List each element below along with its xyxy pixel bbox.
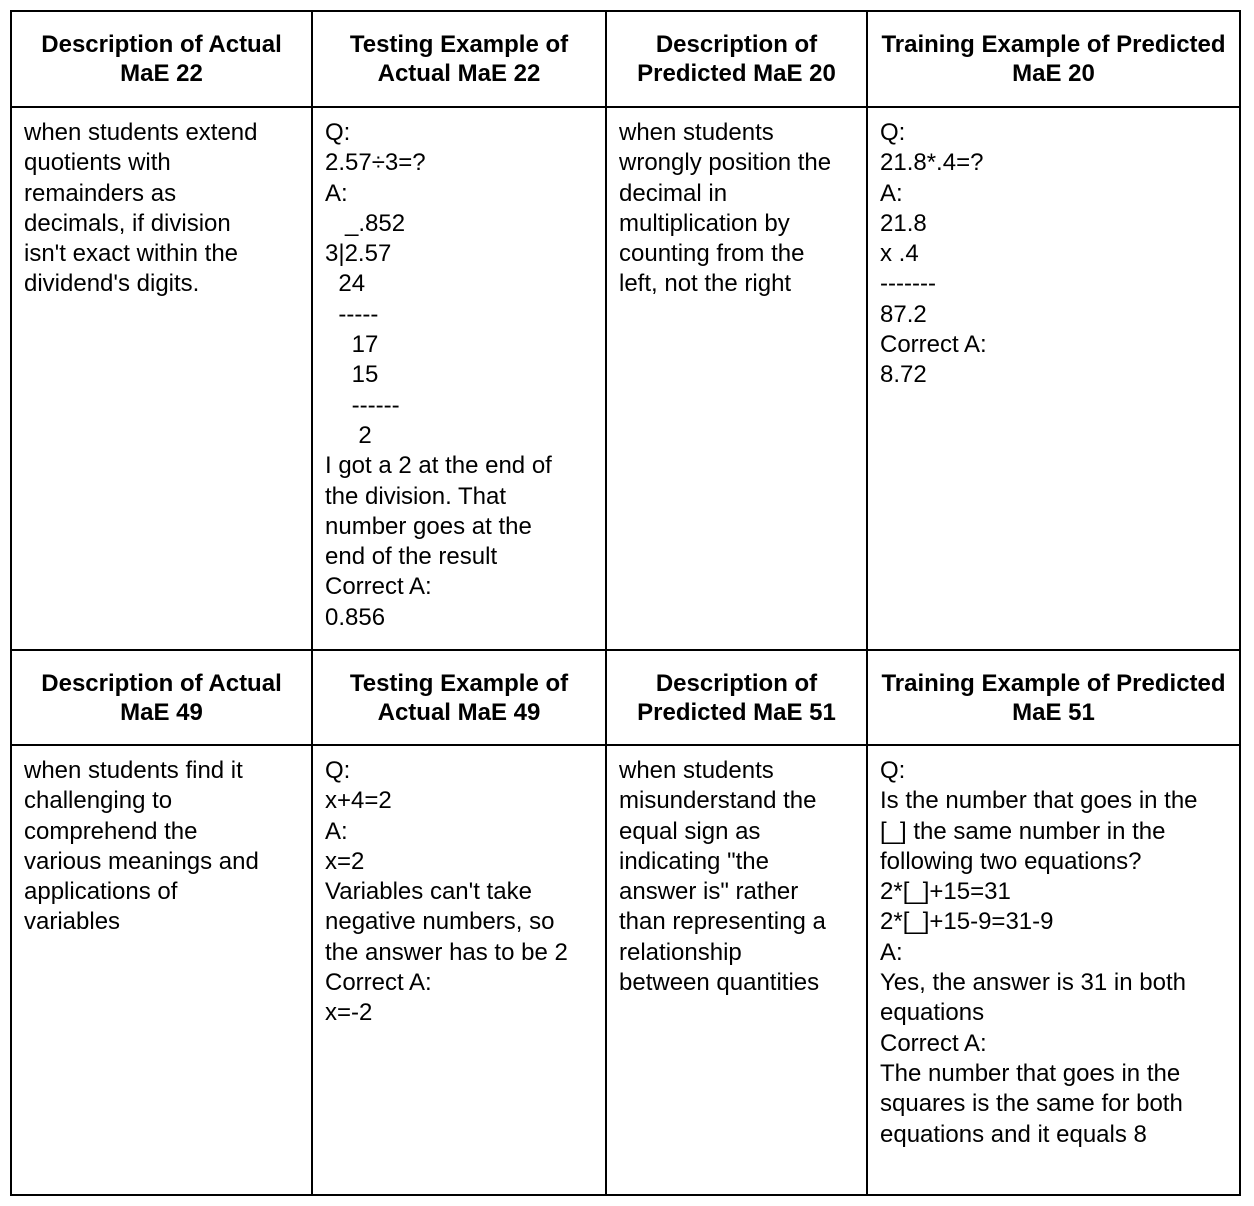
cell-testing-example-actual-49: Q: x+4=2 A: x=2 Variables can't take negative numbers, so the answer has to be 2 Correct A: x=-2 — [325, 757, 568, 1027]
cell-description-predicted-20: when students wrongly position the decimal in multiplication by counting from the left, not the right — [619, 119, 832, 298]
header-description-predicted-20: Description of Predicted MaE 20 — [637, 31, 836, 87]
header-description-actual-49: Description of Actual MaE 49 — [41, 669, 282, 726]
cell-training-example-predicted-20: Q: 21.8*.4=? A: 21.8 x .4 ------- 87.2 Correct A: 8.72 — [880, 119, 987, 389]
cell-description-actual-49: when students find it challenging to comprehend the various meanings and applications of variables — [24, 757, 259, 936]
header-training-example-predicted-51: Training Example of Predicted MaE 51 — [881, 669, 1226, 726]
cell-testing-example-actual-22: Q: 2.57÷3=? A: _.852 3|2.57 24 ----- 17 15 ------ 2 I got a 2 at the end of the division. That number goes at the end of the result Correct A: 0.856 — [325, 119, 552, 631]
header-description-actual-22: Description of Actual MaE 22 — [41, 31, 282, 87]
cell-training-example-predicted-51: Q: Is the number that goes in the [_] the same number in the following two equations? 2*[_]+15=31 2*[_]+15-9=31-9 A: Yes, the answer is 31 in both equations Correct A: The number that goes in the squares is the same for both equations and it equals 8 — [880, 757, 1198, 1148]
header-testing-example-actual-49: Testing Example of Actual MaE 49 — [349, 669, 569, 726]
cell-description-predicted-51: when students misunderstand the equal sign as indicating "the answer is" rather than representing a relationship between quantities — [619, 757, 826, 997]
header-training-example-predicted-20: Training Example of Predicted MaE 20 — [881, 31, 1226, 87]
mae-comparison-table — [10, 10, 1241, 1196]
header-testing-example-actual-22: Testing Example of Actual MaE 22 — [349, 31, 569, 87]
cell-description-actual-22: when students extend quotients with remainders as decimals, if division isn't exact within the dividend's digits. — [24, 119, 258, 298]
header-description-predicted-51: Description of Predicted MaE 51 — [637, 669, 836, 726]
